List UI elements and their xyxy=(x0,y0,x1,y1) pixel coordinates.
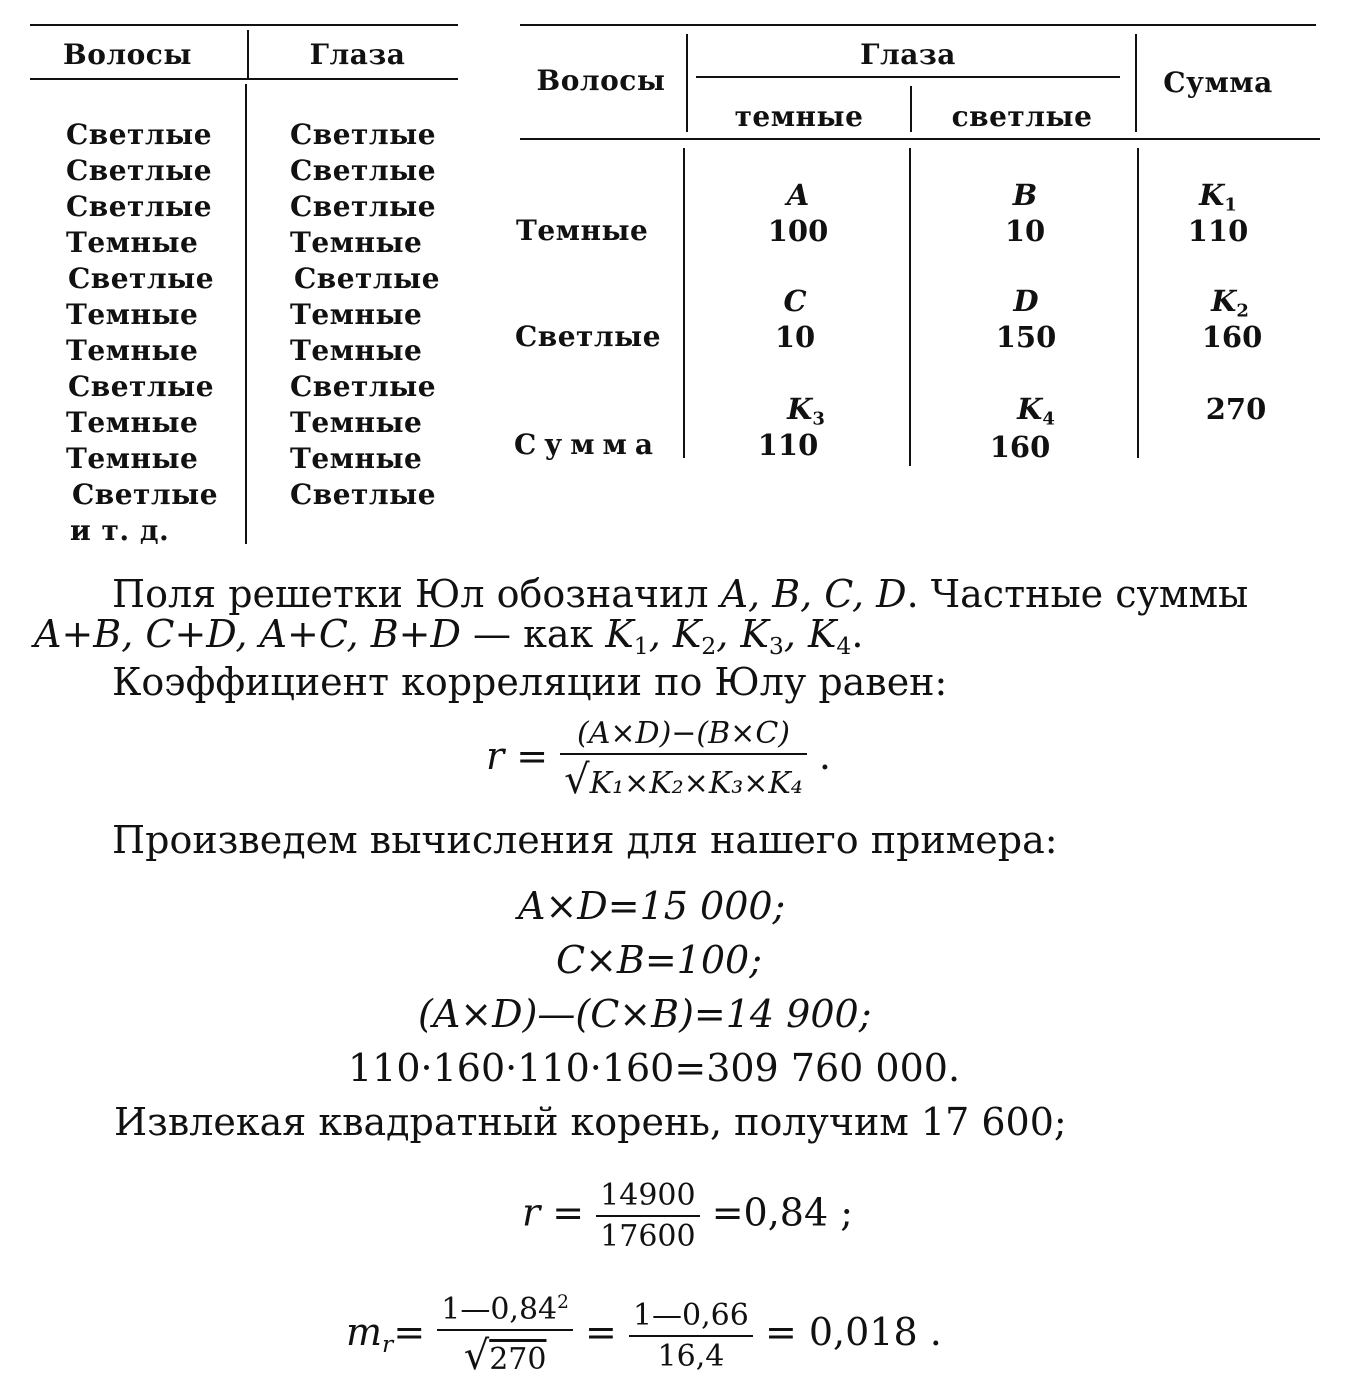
paragraph-1-line-1: Поля решетки Юл обозначил A, B, C, D. Частные суммы xyxy=(112,572,1249,616)
eyes-cell: Светлые xyxy=(290,118,437,151)
left-header-eyes: Глаза xyxy=(309,38,406,71)
subheader-divider xyxy=(910,86,912,132)
left-table-header-rule xyxy=(30,78,458,80)
hair-cell: Темные xyxy=(66,298,199,331)
left-header-hair: Волосы xyxy=(63,38,192,71)
formula-r-fraction xyxy=(560,716,807,803)
eyes-cell: Светлые xyxy=(290,190,437,223)
hair-cell: Светлые xyxy=(68,370,215,403)
formula-m-numerator-1: 1—0,84$^2$ xyxy=(437,1292,573,1331)
subheader-light: светлые xyxy=(951,100,1093,133)
subheader-dark: темные xyxy=(734,100,864,133)
calc-line-2: C×B=100; xyxy=(556,938,763,982)
hair-cell: и т. д. xyxy=(70,514,170,547)
k-list: $K_1$, $K_2$, $K_3$, $K_4$ xyxy=(605,612,852,661)
cell-a-value: 100 xyxy=(767,214,829,248)
hair-cell: Светлые xyxy=(68,262,215,295)
calc-line-3: (A×D)—(C×B)=14 900; xyxy=(418,992,872,1036)
calc-line-4: 110·160·110·160=309 760 000. xyxy=(348,1046,961,1090)
cell-k1-value: 110 xyxy=(1187,214,1249,248)
formula-m-denominator-1: √270 xyxy=(463,1333,547,1380)
formula-m-r: $m_r=$ $\frac{1—0,84^2}{√270}$ = $\frac{1—0,66}{16,4}$ = 0,018 . xyxy=(346,1292,942,1380)
formula-r-numerator: (A×D)−(B×C) xyxy=(560,716,807,755)
row-label-sum: Сумма xyxy=(514,428,661,461)
cell-b-value: 10 xyxy=(1004,214,1046,248)
formula-r: r = $\frac{(A\times D)-(B\times C)}{\text{√K₁×K₂×K₃×K₄}}$ . xyxy=(486,716,832,803)
hair-cell: Темные xyxy=(66,442,199,475)
formula-r-result-denominator: 17600 xyxy=(600,1219,696,1254)
right-body-divider-2 xyxy=(909,148,911,466)
hair-cell: Светлые xyxy=(66,190,213,223)
formula-r-result-numerator: 14900 xyxy=(596,1178,699,1217)
formula-m-denominator-2: 16,4 xyxy=(657,1338,725,1374)
calc-line-1: A×D=15 000; xyxy=(518,884,786,928)
cell-k2-value: 160 xyxy=(1201,320,1263,354)
cell-d-symbol: D xyxy=(1013,284,1039,318)
formula-m-fraction-1 xyxy=(437,1292,573,1379)
eyes-cell: Светлые xyxy=(290,478,437,511)
eyes-subheader-rule xyxy=(696,76,1120,78)
paragraph-4: Извлекая квадратный корень, получим 17 600; xyxy=(114,1100,1067,1144)
formula-r-result-fraction xyxy=(596,1178,699,1254)
left-header-divider xyxy=(247,30,249,78)
right-header-divider-2 xyxy=(1135,34,1137,132)
hair-cell: Светлые xyxy=(72,478,219,511)
right-header-eyes: Глаза xyxy=(860,38,956,71)
formula-r-result: r = $\frac{14900}{17600}$ =0,84 ; xyxy=(522,1178,854,1254)
eyes-cell: Темные xyxy=(290,442,423,475)
hair-cell: Темные xyxy=(66,406,199,439)
right-table-header-rule xyxy=(520,138,1320,140)
eyes-cell: Темные xyxy=(290,298,423,331)
row-label-light: Светлые xyxy=(515,320,662,353)
paragraph-2: Коэффициент корреляции по Юлу равен: xyxy=(112,660,948,704)
formula-m-fraction-2 xyxy=(629,1298,753,1374)
cell-a-symbol: A xyxy=(786,178,810,212)
cell-k4-value: 160 xyxy=(989,430,1051,464)
hair-cell: Темные xyxy=(66,226,199,259)
hair-cell: Светлые xyxy=(66,118,213,151)
right-table-top-rule xyxy=(520,24,1316,26)
cell-k3-value: 110 xyxy=(757,428,819,462)
hair-cell: Светлые xyxy=(66,154,213,187)
eyes-cell: Светлые xyxy=(290,154,437,187)
eyes-cell: Темные xyxy=(290,406,423,439)
eyes-cell: Темные xyxy=(290,334,423,367)
cell-k3-symbol: $K_3$ xyxy=(787,392,825,430)
cell-c-value: 10 xyxy=(774,320,816,354)
formula-r-denominator: √K₁×K₂×K₃×K₄ xyxy=(564,757,803,803)
eyes-cell: Темные xyxy=(290,226,423,259)
right-body-divider-3 xyxy=(1137,148,1139,458)
hair-cell: Темные xyxy=(66,334,199,367)
cell-k2-symbol: $K_2$ xyxy=(1211,284,1249,322)
right-header-divider-1 xyxy=(686,34,688,132)
cell-b-symbol: B xyxy=(1012,178,1038,212)
formula-m-numerator-2: 1—0,66 xyxy=(629,1298,753,1337)
right-header-sum: Сумма xyxy=(1163,66,1273,99)
paragraph-3: Произведем вычисления для нашего примера: xyxy=(112,818,1058,862)
left-table-top-rule xyxy=(30,24,458,26)
row-label-dark: Темные xyxy=(516,214,649,247)
cell-c-symbol: C xyxy=(783,284,807,318)
eyes-cell: Светлые xyxy=(290,370,437,403)
right-header-hair: Волосы xyxy=(536,64,666,97)
cell-k4-symbol: $K_4$ xyxy=(1017,392,1055,430)
left-table-divider xyxy=(245,84,247,544)
cell-total-value: 270 xyxy=(1205,392,1267,426)
eyes-cell: Светлые xyxy=(294,262,441,295)
cell-d-value: 150 xyxy=(995,320,1057,354)
right-body-divider-1 xyxy=(683,148,685,458)
cell-k1-symbol: $K_1$ xyxy=(1199,178,1237,216)
paragraph-1-line-2: A+B, C+D, A+C, B+D — как $K_1$, $K_2$, $K_3$, $K_4$. xyxy=(34,612,864,661)
